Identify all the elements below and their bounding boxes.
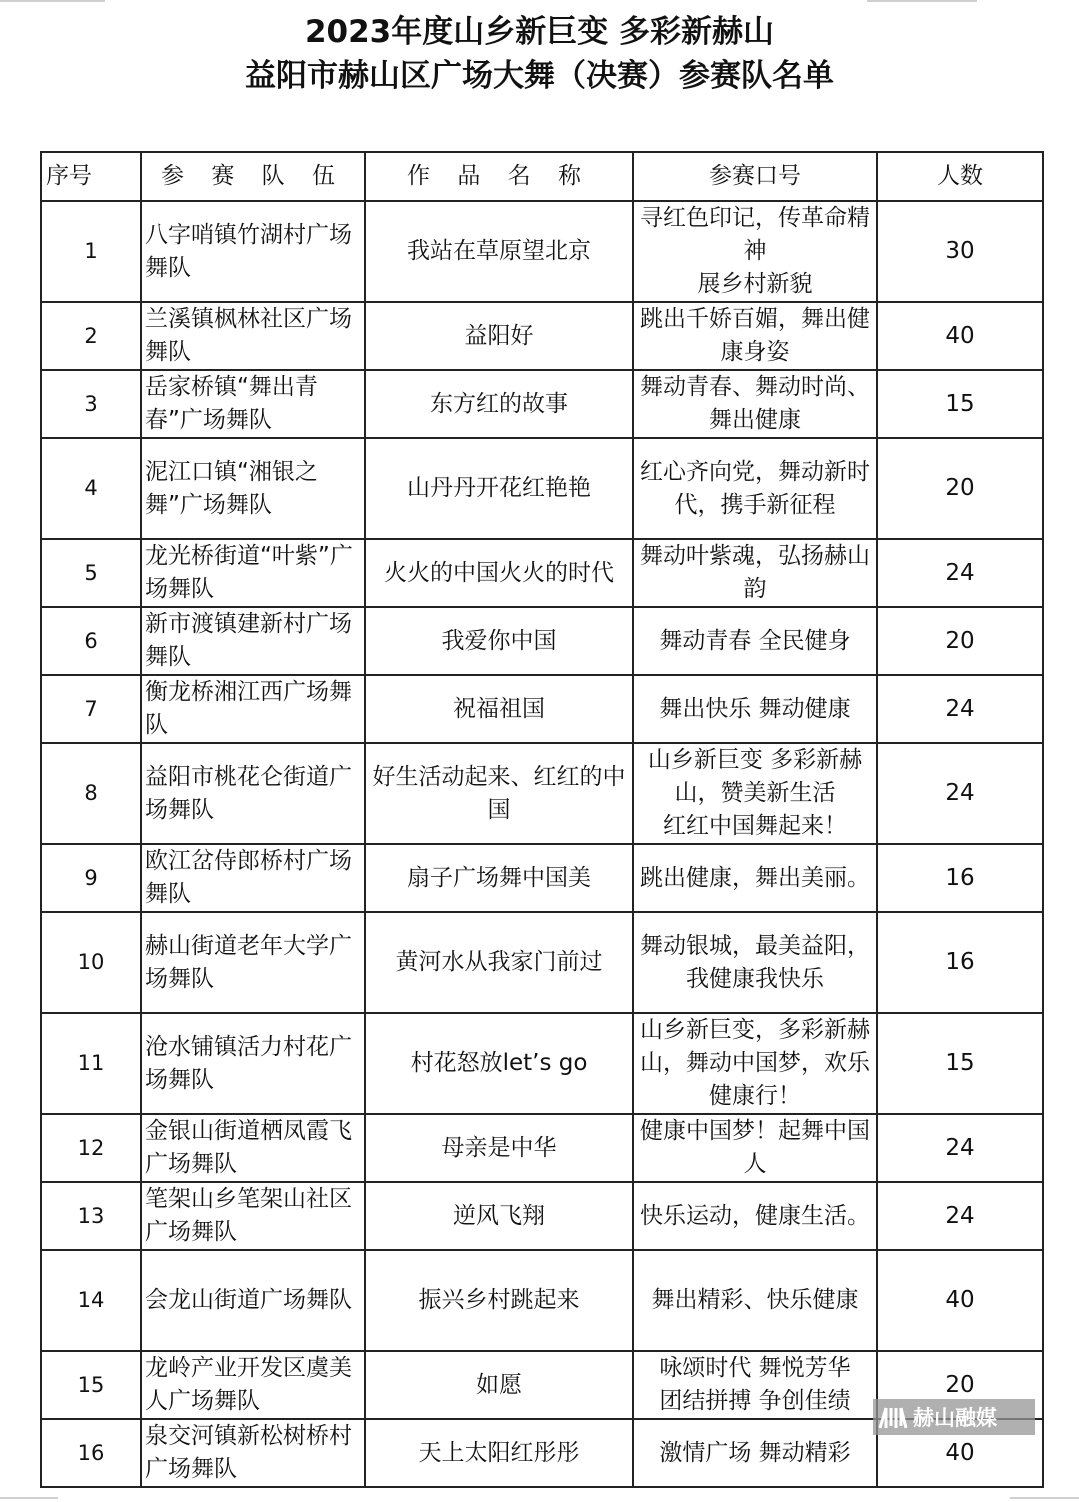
row-count: 24 xyxy=(877,1114,1043,1182)
row-slogan: 舞出精彩、快乐健康 xyxy=(633,1250,877,1351)
watermark xyxy=(873,1399,1035,1435)
media-logo-icon xyxy=(873,1399,913,1435)
row-team: 衡龙桥湘江西广场舞队 xyxy=(141,675,365,743)
row-team: 八字哨镇竹湖村广场舞队 xyxy=(141,201,365,302)
team-table xyxy=(40,151,1044,1488)
header-count: 人数 xyxy=(877,152,1043,201)
row-work: 我站在草原望北京 xyxy=(365,201,633,302)
row-no: 9 xyxy=(41,844,141,912)
row-work: 山丹丹开花红艳艳 xyxy=(365,438,633,539)
row-slogan: 舞出快乐 舞动健康 xyxy=(633,675,877,743)
row-count: 15 xyxy=(877,370,1043,438)
row-no: 8 xyxy=(41,743,141,844)
row-no: 13 xyxy=(41,1182,141,1250)
row-work: 母亲是中华 xyxy=(365,1114,633,1182)
row-slogan: 舞动青春 全民健身 xyxy=(633,607,877,675)
row-slogan: 山乡新巨变，多彩新赫山，舞动中国梦，欢乐健康行！ xyxy=(633,1013,877,1114)
bottom-line-right xyxy=(1010,1497,1079,1499)
row-count: 40 xyxy=(877,1250,1043,1351)
row-no: 7 xyxy=(41,675,141,743)
row-work: 益阳好 xyxy=(365,302,633,370)
row-count: 16 xyxy=(877,912,1043,1013)
header-team: 参 赛 队 伍 xyxy=(141,152,365,201)
row-no: 2 xyxy=(41,302,141,370)
row-slogan: 健康中国梦！起舞中国人 xyxy=(633,1114,877,1182)
row-work: 东方红的故事 xyxy=(365,370,633,438)
row-team: 龙光桥街道“叶紫”广场舞队 xyxy=(141,539,365,607)
row-slogan: 跳出健康，舞出美丽。 xyxy=(633,844,877,912)
row-count: 20 xyxy=(877,1351,1043,1419)
table-row xyxy=(41,1250,1043,1351)
table-row xyxy=(41,1013,1043,1114)
page-subtitle: 益阳市赫山区广场大舞（决赛）参赛队名单 xyxy=(245,58,834,94)
row-team: 益阳市桃花仑街道广场舞队 xyxy=(141,743,365,844)
row-team: 岳家桥镇“舞出青春”广场舞队 xyxy=(141,370,365,438)
row-count: 40 xyxy=(877,302,1043,370)
row-work: 振兴乡村跳起来 xyxy=(365,1250,633,1351)
row-team: 泉交河镇新松树桥村广场舞队 xyxy=(141,1419,365,1487)
row-work: 逆风飞翔 xyxy=(365,1182,633,1250)
watermark-text: 赫山融媒 xyxy=(913,1405,997,1430)
table-row xyxy=(41,201,1043,302)
row-work: 祝福祖国 xyxy=(365,675,633,743)
row-no: 5 xyxy=(41,539,141,607)
row-count: 40 xyxy=(877,1419,1043,1487)
row-count: 15 xyxy=(877,1013,1043,1114)
row-team: 沧水铺镇活力村花广场舞队 xyxy=(141,1013,365,1114)
row-work: 村花怒放let’s go xyxy=(365,1013,633,1114)
table-row xyxy=(41,370,1043,438)
row-no: 3 xyxy=(41,370,141,438)
row-count: 20 xyxy=(877,607,1043,675)
row-count: 16 xyxy=(877,844,1043,912)
row-work: 我爱你中国 xyxy=(365,607,633,675)
row-team: 欧江岔侍郎桥村广场舞队 xyxy=(141,844,365,912)
bottom-line-left xyxy=(0,1497,58,1499)
row-team: 金银山街道栖凤霞飞广场舞队 xyxy=(141,1114,365,1182)
table-row xyxy=(41,844,1043,912)
row-count: 24 xyxy=(877,539,1043,607)
row-no: 1 xyxy=(41,201,141,302)
row-no: 12 xyxy=(41,1114,141,1182)
row-slogan: 咏颂时代 舞悦芳华 团结拼搏 争创佳绩 xyxy=(633,1351,877,1419)
page-title: 2023年度山乡新巨变 多彩新赫山 xyxy=(304,14,775,50)
row-team: 笔架山乡笔架山社区广场舞队 xyxy=(141,1182,365,1250)
row-count: 24 xyxy=(877,743,1043,844)
header-work: 作 品 名 称 xyxy=(365,152,633,201)
row-slogan: 舞动叶紫魂，弘扬赫山韵 xyxy=(633,539,877,607)
row-slogan: 快乐运动，健康生活。 xyxy=(633,1182,877,1250)
row-count: 24 xyxy=(877,1182,1043,1250)
row-work: 黄河水从我家门前过 xyxy=(365,912,633,1013)
row-no: 6 xyxy=(41,607,141,675)
row-work: 火火的中国火火的时代 xyxy=(365,539,633,607)
row-team: 会龙山街道广场舞队 xyxy=(141,1250,365,1351)
table-row xyxy=(41,539,1043,607)
header-slogan: 参赛口号 xyxy=(633,152,877,201)
row-work: 如愿 xyxy=(365,1351,633,1419)
row-count: 24 xyxy=(877,675,1043,743)
row-slogan: 舞动青春、舞动时尚、舞出健康 xyxy=(633,370,877,438)
row-count: 30 xyxy=(877,201,1043,302)
table-row xyxy=(41,912,1043,1013)
row-no: 4 xyxy=(41,438,141,539)
row-no: 10 xyxy=(41,912,141,1013)
row-no: 14 xyxy=(41,1250,141,1351)
row-slogan: 山乡新巨变 多彩新赫山，赞美新生活 红红中国舞起来！ xyxy=(633,743,877,844)
top-line-left xyxy=(0,0,105,2)
table-row xyxy=(41,1182,1043,1250)
row-work: 天上太阳红彤彤 xyxy=(365,1419,633,1487)
table-row xyxy=(41,1114,1043,1182)
row-slogan: 激情广场 舞动精彩 xyxy=(633,1419,877,1487)
row-team: 新市渡镇建新村广场舞队 xyxy=(141,607,365,675)
table-row xyxy=(41,607,1043,675)
row-team: 泥江口镇“湘银之舞”广场舞队 xyxy=(141,438,365,539)
row-slogan: 红心齐向党，舞动新时代，携手新征程 xyxy=(633,438,877,539)
row-team: 兰溪镇枫林社区广场舞队 xyxy=(141,302,365,370)
row-slogan: 寻红色印记，传革命精神 展乡村新貌 xyxy=(633,201,877,302)
table-row xyxy=(41,302,1043,370)
row-team: 赫山街道老年大学广场舞队 xyxy=(141,912,365,1013)
row-no: 16 xyxy=(41,1419,141,1487)
row-slogan: 舞动银城，最美益阳， 我健康我快乐 xyxy=(633,912,877,1013)
row-work: 扇子广场舞中国美 xyxy=(365,844,633,912)
top-line-right xyxy=(867,0,977,2)
row-no: 11 xyxy=(41,1013,141,1114)
row-count: 20 xyxy=(877,438,1043,539)
table-header-row xyxy=(41,152,1043,201)
row-work: 好生活动起来、红红的中国 xyxy=(365,743,633,844)
row-slogan: 跳出千娇百媚，舞出健康身姿 xyxy=(633,302,877,370)
table-row xyxy=(41,743,1043,844)
table-row xyxy=(41,675,1043,743)
header-no: 序号 xyxy=(41,152,141,201)
table-row xyxy=(41,438,1043,539)
row-team: 龙岭产业开发区虞美人广场舞队 xyxy=(141,1351,365,1419)
row-no: 15 xyxy=(41,1351,141,1419)
